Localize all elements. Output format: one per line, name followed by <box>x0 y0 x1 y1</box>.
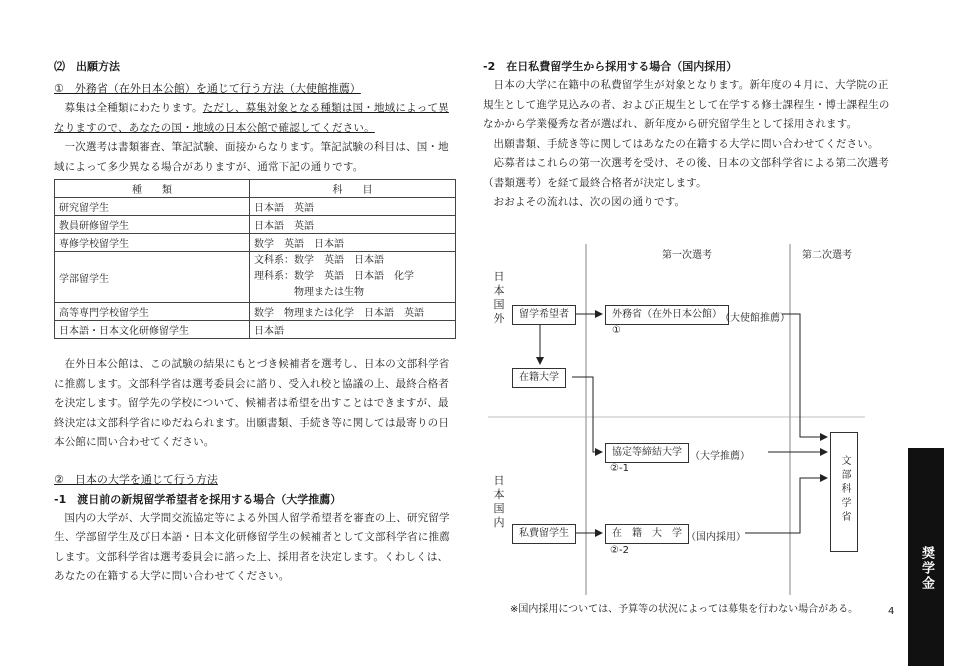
domestic-label: 日本国内 <box>493 474 505 529</box>
route-number-1: ① <box>612 325 621 336</box>
table-cell-type: 専修学校留学生 <box>55 234 250 252</box>
domestic-recruitment-note: ※国内採用については、予算等の状況によっては募集を行わない場合がある。 <box>510 604 859 615</box>
table-cell-subject: 日本語 英語 <box>250 198 456 216</box>
mofa-box: 外務省（在外日本公館） <box>605 305 729 325</box>
method1-paragraph-3: 在外日本公館は、この試験の結果にもとづき候補者を選考し、日本の文部科学省に推薦します。文部科学省は選考委員会に諮り、受入れ校と協議の上、最終合格者を決定します。留学先の学校について、候補者は希望を出すことはできますが、最終決定は文部科学省にゆだねられます。出願書類、手続き等に関しては最寄りの日本公館に問い合わせてください。 <box>54 358 450 448</box>
table-cell-subject: 数学 物理または化学 日本語 英語 <box>250 303 456 321</box>
chapter-side-tab <box>908 448 970 666</box>
method2-2-paragraph-4: おおよその流れは、次の図の通りです。 <box>493 196 686 208</box>
abroad-label: 日本国外 <box>493 270 505 325</box>
table-cell-subject: 数学 英語 日本語 <box>250 234 456 252</box>
method1-title: ① 外務省（在外日本公館）を通じて行う方法（大使館推薦） <box>54 82 361 95</box>
subject-line: 理科系：数学 英語 日本語 化学 <box>254 271 414 282</box>
method2-2-title: -2 在日私費留学生から採用する場合（国内採用） <box>483 60 738 73</box>
method2-1-title: -1 渡日前の新規留学希望者を採用する場合（大学推薦） <box>54 492 342 506</box>
method2-2-paragraph-2: 出願書類、手続き等に関してはあなたの在籍する大学に問い合わせてください。 <box>493 137 879 150</box>
section-title: ⑵ 出願方法 <box>54 60 120 73</box>
subject-line: 物理または生物 <box>254 287 364 298</box>
table-cell-type: 学部留学生 <box>55 252 250 303</box>
table-cell-type: 教員研修留学生 <box>55 216 250 234</box>
method1-p1-underlined: ただし、募集対象となる種類は国・地域によって異なりますので、あなたの国・地域の日本公館で確認してください。 <box>54 102 449 134</box>
university-recommendation-label: （大学推薦） <box>690 451 750 462</box>
table-header-subject: 科 目 <box>250 180 456 198</box>
subject-line: 文科系：数学 英語 日本語 <box>254 255 384 266</box>
table-cell-subject: 日本語 英語 <box>250 216 456 234</box>
method2-title: ② 日本の大学を通じて行う方法 <box>54 472 218 486</box>
embassy-recommendation-label: （大使館推薦） <box>720 313 790 324</box>
route-number-2-2: ②-2 <box>610 545 629 556</box>
table-cell-type: 研究留学生 <box>55 198 250 216</box>
partner-university-box: 協定等締結大学 <box>605 443 689 463</box>
enrolled-university-box: 在籍大学 <box>512 368 566 388</box>
route-number-2-1: ②-1 <box>610 463 629 474</box>
stage1-label: 第一次選考 <box>662 250 712 261</box>
method2-1-paragraph: 国内の大学が、大学間交流協定等による外国人留学希望者を審査の上、研究留学生、学部留学生及び日本語・日本文化研修留学生の候補者として文部科学省に推薦します。文部科学省は選考委員会に諮った上、採用者を決定します。くわしくは、あなたの在籍する大学に問い合わせてください。 <box>54 511 450 582</box>
table-cell-subject: 日本語 <box>250 321 456 339</box>
method1-paragraph-2: 一次選考は書類審査、筆記試験、面接からなります。筆記試験の科目は、国・地域によって多少異なる場合がありますが、通常下記の通りです。 <box>54 141 449 173</box>
stage2-label: 第二次選考 <box>802 250 852 261</box>
mext-box <box>830 432 858 552</box>
table-cell-type: 日本語・日本文化研修留学生 <box>55 321 250 339</box>
page-number: 4 <box>888 606 895 617</box>
mext-label: 文部科学省 <box>839 455 850 525</box>
table-header-type: 種 類 <box>55 180 250 198</box>
chapter-side-tab-label: Ⅰ 日本政府（文部科学省）奨学金 <box>919 472 970 664</box>
method2-2-paragraph-3: 応募者はこれらの第一次選考を受け、その後、日本の文部科学省による第二次選考（書類選考）を経て最終合格者が決定します。 <box>483 157 889 189</box>
table-cell-type: 高等専門学校留学生 <box>55 303 250 321</box>
private-student-box: 私費留学生 <box>512 524 576 544</box>
domestic-recruitment-label: （国内採用） <box>686 532 746 543</box>
method2-2-paragraph-1: 日本の大学に在籍中の私費留学生が対象となります。新年度の４月に、大学院の正規生として進学見込みの者、および正規生として在学する修士課程生・博士課程生のなかから学業優秀な者が選ばれ、新年度から研究留学生として採用されます。 <box>483 79 890 130</box>
enrolled-university-2-box: 在 籍 大 学 <box>605 524 689 544</box>
method1-p1-plain: 募集は全種類にわたります。 <box>64 102 203 114</box>
applicant-box: 留学希望者 <box>512 305 576 325</box>
